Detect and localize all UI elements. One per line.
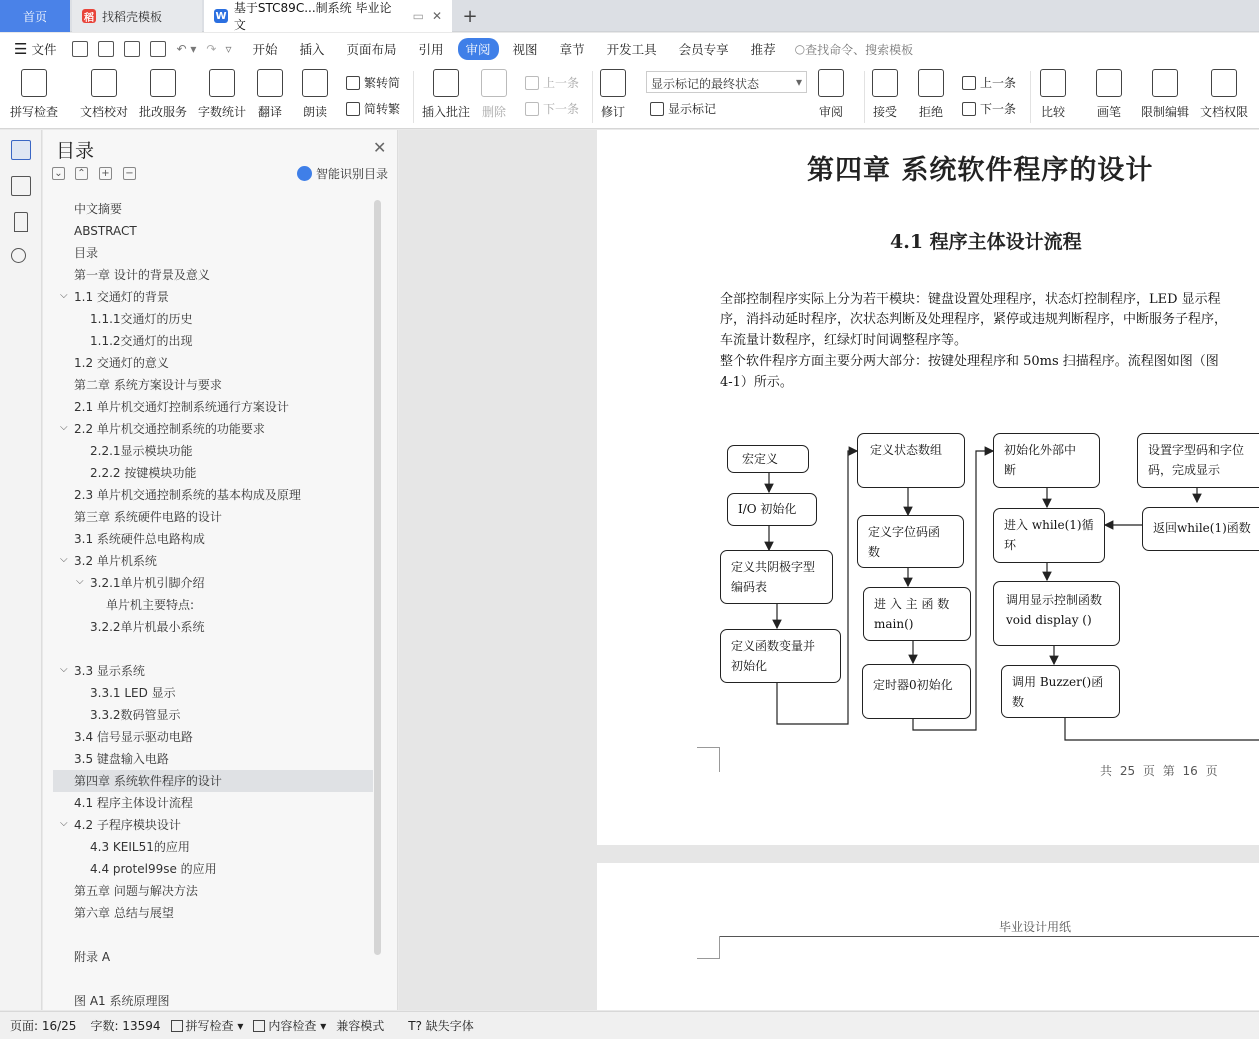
tab-close-icon[interactable]: ✕ bbox=[431, 9, 442, 23]
accept-button[interactable] bbox=[872, 69, 898, 120]
chapter-nav-icon[interactable] bbox=[11, 176, 31, 196]
hamburger-icon[interactable]: ☰ bbox=[14, 40, 28, 58]
flow-box-text: 定义状态数组 bbox=[870, 443, 943, 457]
spell-check-status[interactable]: 拼写检查 ▾ bbox=[171, 1017, 244, 1034]
toc-item[interactable]: 3.2.1单片机引脚介绍 bbox=[90, 576, 205, 590]
tab-document-label: 基于STC89C...制系统 毕业论文 bbox=[233, 1, 392, 32]
accept-label: 接受 bbox=[872, 105, 897, 119]
compare-button[interactable] bbox=[1040, 69, 1066, 120]
menu-review[interactable]: 审阅 bbox=[458, 38, 499, 60]
nav-strip bbox=[0, 130, 42, 1010]
undo-icon[interactable]: ↶ ▾ bbox=[176, 42, 197, 56]
flow-box-text: 初始化 bbox=[731, 659, 768, 673]
prev-change-button[interactable] bbox=[962, 74, 1016, 91]
read-aloud-icon bbox=[302, 69, 328, 97]
flow-box-text: 定义字位码函 bbox=[868, 525, 941, 539]
toc-item[interactable]: 1.2 交通灯的意义 bbox=[74, 356, 169, 370]
toc-item[interactable]: 1.1.1交通灯的历史 bbox=[90, 312, 193, 326]
smart-toc-label: 智能识别目录 bbox=[316, 167, 389, 181]
spell-check-button[interactable] bbox=[10, 69, 58, 120]
flow-box bbox=[993, 581, 1120, 646]
reject-label: 拒绝 bbox=[918, 105, 943, 119]
flow-box-text: 断 bbox=[1004, 463, 1017, 477]
menu-member[interactable]: 会员专享 bbox=[678, 42, 729, 57]
read-aloud-label: 朗读 bbox=[302, 105, 327, 119]
prev-change-label: 上一条 bbox=[980, 76, 1017, 90]
search-icon[interactable]: ○ bbox=[794, 42, 806, 56]
flow-box bbox=[727, 493, 817, 526]
next-change-button[interactable] bbox=[962, 100, 1016, 117]
show-markup-icon bbox=[650, 102, 664, 116]
spell-check-status-label: 拼写检查 bbox=[185, 1019, 234, 1033]
tab-document[interactable] bbox=[204, 0, 452, 32]
toc-title: 目录 bbox=[56, 140, 95, 162]
content-check-icon bbox=[253, 1020, 265, 1032]
toc-item[interactable]: 1.1 交通灯的背景 bbox=[74, 290, 169, 304]
menu-insert[interactable]: 插入 bbox=[299, 42, 325, 57]
flow-box bbox=[863, 587, 971, 641]
toc-item[interactable]: 目录 bbox=[74, 246, 99, 260]
flow-box bbox=[862, 664, 971, 719]
menu-chapter[interactable]: 章节 bbox=[559, 42, 585, 57]
spell-check-icon bbox=[171, 1020, 183, 1032]
menu-file[interactable]: 文件 bbox=[31, 42, 57, 57]
proof-button[interactable] bbox=[80, 69, 128, 120]
flow-box-text: 码，完成显示 bbox=[1148, 463, 1221, 477]
tab-home[interactable] bbox=[0, 0, 70, 32]
s2t-icon bbox=[346, 102, 360, 116]
toc-item[interactable]: 4.1 程序主体设计流程 bbox=[74, 796, 193, 810]
toc-item[interactable]: 第五章 问题与解决方法 bbox=[74, 884, 198, 898]
revise-icon bbox=[600, 69, 626, 97]
flow-box-text: 初始化外部中 bbox=[1004, 443, 1077, 457]
toc-item[interactable]: 第四章 系统软件程序的设计 bbox=[53, 770, 373, 792]
markup-select-value: 显示标记的最终状态 bbox=[651, 77, 760, 91]
next-change-label: 下一条 bbox=[980, 102, 1017, 116]
t2s-label: 繁转简 bbox=[364, 76, 401, 90]
flow-box-text: 编码表 bbox=[731, 580, 768, 594]
flow-box-text: 进入 while(1)循 bbox=[1004, 518, 1094, 532]
toc-item[interactable]: 单片机主要特点: bbox=[106, 598, 195, 612]
word-count-indicator[interactable]: 字数: 13594 bbox=[90, 1019, 161, 1033]
status-bar bbox=[0, 1011, 1259, 1039]
crop-mark bbox=[697, 936, 720, 959]
flow-box-text: 数 bbox=[868, 545, 881, 559]
chevron-down-icon[interactable]: ⌵ bbox=[60, 664, 68, 675]
print-icon[interactable] bbox=[124, 41, 140, 57]
permission-icon bbox=[1211, 69, 1237, 97]
reject-button[interactable] bbox=[918, 69, 944, 120]
next-comment-label: 下一条 bbox=[543, 102, 580, 116]
command-search[interactable]: 查找命令、搜索模板 bbox=[805, 42, 914, 57]
flow-box bbox=[1142, 507, 1259, 551]
flow-box-text: 定义共阴极字型 bbox=[731, 560, 816, 574]
toc-item[interactable]: 4.3 KEIL51的应用 bbox=[90, 840, 190, 854]
toc-item[interactable]: 3.5 键盘输入电路 bbox=[74, 752, 169, 766]
spell-check-icon bbox=[21, 69, 47, 97]
toc-item[interactable]: 3.1 系统硬件总电路构成 bbox=[74, 532, 205, 546]
toc-item[interactable]: 4.2 子程序模块设计 bbox=[74, 818, 181, 832]
revise-button[interactable] bbox=[600, 69, 626, 120]
flow-box-text: 调用 Buzzer()函 bbox=[1012, 675, 1104, 689]
menu-recommend[interactable]: 推荐 bbox=[750, 42, 776, 57]
word-count-icon bbox=[209, 69, 235, 97]
show-markup-button[interactable] bbox=[650, 100, 716, 117]
toc-item[interactable]: 第一章 设计的背景及意义 bbox=[74, 268, 210, 282]
tab-home-label: 首页 bbox=[22, 9, 47, 24]
toc-item[interactable]: 3.4 信号显示驱动电路 bbox=[74, 730, 193, 744]
doc-permission-button[interactable] bbox=[1200, 69, 1248, 120]
revise-label: 修订 bbox=[600, 105, 625, 119]
paragraph-line: 序，消抖动延时程序，次状态判断及处理程序，紧停或违规判断程序，中断服务子程序， bbox=[720, 312, 1228, 327]
flow-box-text: main() bbox=[874, 617, 914, 631]
missing-font-label: 缺失字体 bbox=[425, 1019, 474, 1033]
toc-item[interactable]: 3.3.2数码管显示 bbox=[90, 708, 181, 722]
toc-item[interactable]: 2.2.1显示模块功能 bbox=[90, 444, 193, 458]
show-markup-label: 显示标记 bbox=[668, 102, 717, 116]
t2s-icon bbox=[346, 76, 360, 90]
flow-box-text: 环 bbox=[1004, 538, 1017, 552]
proof-icon bbox=[91, 69, 117, 97]
chevron-down-icon[interactable]: ⌵ bbox=[60, 290, 68, 301]
flow-box bbox=[727, 445, 809, 473]
docer-icon: 稻 bbox=[82, 9, 96, 23]
prev-comment-icon bbox=[525, 76, 539, 90]
chevron-down-icon[interactable]: ⌵ bbox=[60, 422, 68, 433]
markup-select[interactable] bbox=[646, 71, 807, 93]
lock-icon bbox=[1152, 69, 1178, 97]
paragraph-line: 整个软件程序方面主要分两大部分：按键处理程序和 50ms 扫描程序。流程图如图（图 bbox=[720, 354, 1219, 369]
flow-box-text: 返回while(1)函数 bbox=[1153, 521, 1251, 535]
flow-box bbox=[993, 433, 1100, 488]
page[interactable] bbox=[597, 130, 1259, 845]
toc-item[interactable]: 第二章 系统方案设计与要求 bbox=[74, 378, 222, 392]
batch-label: 批改服务 bbox=[139, 105, 188, 119]
insert-comment-button[interactable] bbox=[422, 69, 470, 120]
menu-devtools[interactable]: 开发工具 bbox=[606, 42, 657, 57]
toc-item[interactable]: 2.1 单片机交通灯控制系统通行方案设计 bbox=[74, 400, 289, 414]
toc-panel bbox=[43, 130, 398, 1010]
section-heading: 4.1 程序主体设计流程 bbox=[890, 231, 1082, 253]
reject-icon bbox=[918, 69, 944, 97]
s2t-label: 简转繁 bbox=[364, 102, 401, 116]
writer-icon: W bbox=[215, 10, 227, 22]
flow-box-text: 定时器0初始化 bbox=[873, 678, 953, 692]
crop-mark bbox=[697, 747, 720, 772]
search-icon[interactable] bbox=[11, 248, 26, 263]
toc-item[interactable]: 第六章 总结与展望 bbox=[74, 906, 174, 920]
flow-box bbox=[720, 550, 833, 604]
toc-icon[interactable] bbox=[11, 140, 31, 160]
print-preview-icon[interactable] bbox=[150, 41, 166, 57]
toc-item[interactable]: 中文摘要 bbox=[74, 202, 123, 216]
menu-bar bbox=[0, 33, 1259, 65]
missing-font-icon: T? bbox=[408, 1018, 422, 1033]
flow-box-text: 定义函数变量并 bbox=[731, 639, 816, 653]
content-check-status[interactable]: 内容检查 ▾ bbox=[253, 1017, 326, 1034]
toc-item[interactable]: 2.2 单片机交通控制系统的功能要求 bbox=[74, 422, 265, 436]
ribbon-review bbox=[0, 65, 1259, 129]
flow-box bbox=[857, 515, 964, 568]
pen-label: 画笔 bbox=[1096, 105, 1121, 119]
delete-comment-button[interactable] bbox=[481, 69, 507, 120]
flow-box-text: 设置字型码和字位 bbox=[1148, 443, 1245, 457]
new-tab-label: + bbox=[462, 5, 478, 27]
save-icon[interactable] bbox=[72, 41, 88, 57]
proof-label: 文档校对 bbox=[80, 105, 129, 119]
toc-item[interactable]: ABSTRACT bbox=[74, 224, 137, 238]
batch-icon bbox=[150, 69, 176, 97]
prev-change-icon bbox=[962, 76, 976, 90]
tab-template-label: 找稻壳模板 bbox=[102, 9, 163, 24]
tab-screen-icon[interactable]: ▭ bbox=[412, 9, 424, 23]
word-count-button[interactable] bbox=[198, 69, 246, 120]
delete-comment-label: 删除 bbox=[481, 105, 506, 119]
tab-bar bbox=[0, 0, 1259, 32]
spell-check-label: 拼写检查 bbox=[10, 105, 59, 119]
menu-view[interactable]: 视图 bbox=[512, 42, 538, 57]
compat-mode[interactable]: 兼容模式 bbox=[336, 1019, 385, 1033]
close-icon[interactable]: ✕ bbox=[373, 138, 387, 157]
toc-item[interactable]: 3.3 显示系统 bbox=[74, 664, 145, 678]
review-pane-label: 审阅 bbox=[818, 105, 843, 119]
toc-item[interactable]: 第三章 系统硬件电路的设计 bbox=[74, 510, 222, 524]
word-count-label: 字数统计 bbox=[198, 105, 247, 119]
quick-access-more-icon[interactable]: ▿ bbox=[225, 42, 232, 56]
review-pane-button[interactable] bbox=[818, 69, 844, 120]
remove-icon[interactable]: − bbox=[123, 167, 136, 180]
chevron-down-icon[interactable]: ⌵ bbox=[60, 818, 68, 829]
flow-box-text: 数 bbox=[1012, 695, 1025, 709]
content-check-label: 内容检查 bbox=[268, 1019, 317, 1033]
restrict-edit-button[interactable] bbox=[1141, 69, 1189, 120]
flow-box-text: 调用显示控制函数 bbox=[1006, 593, 1103, 607]
next-comment-button[interactable] bbox=[525, 100, 579, 117]
batch-service-button[interactable] bbox=[139, 69, 187, 120]
flow-box bbox=[720, 629, 841, 683]
pen-button[interactable] bbox=[1096, 69, 1122, 120]
chevron-down-icon: ▾ bbox=[795, 75, 802, 89]
translate-icon bbox=[257, 69, 283, 97]
menu-layout[interactable]: 页面布局 bbox=[346, 42, 397, 57]
new-tab-button[interactable] bbox=[456, 0, 484, 32]
read-aloud-button[interactable] bbox=[302, 69, 328, 120]
chapter-heading: 第四章 系统软件程序的设计 bbox=[807, 155, 1154, 186]
add-icon[interactable]: + bbox=[99, 167, 112, 180]
collapse-icon[interactable]: ⌃ bbox=[75, 167, 88, 180]
page-indicator[interactable]: 页面: 16/25 bbox=[10, 1019, 77, 1033]
flow-box bbox=[857, 433, 965, 488]
next-comment-icon bbox=[525, 102, 539, 116]
flow-box bbox=[993, 508, 1105, 563]
review-pane-icon bbox=[818, 69, 844, 97]
toc-item[interactable]: 3.2 单片机系统 bbox=[74, 554, 157, 568]
flow-box bbox=[1001, 665, 1120, 718]
smart-icon bbox=[297, 166, 312, 181]
paragraph-line: 车流量计数程序，红绿灯时间调整程序等。 bbox=[720, 333, 968, 348]
doc-permission-label: 文档权限 bbox=[1200, 105, 1249, 119]
toc-item[interactable]: 4.4 protel99se 的应用 bbox=[90, 862, 217, 876]
prev-comment-label: 上一条 bbox=[543, 76, 580, 90]
menu-start[interactable]: 开始 bbox=[252, 42, 278, 57]
export-pdf-icon[interactable] bbox=[98, 41, 114, 57]
flow-box bbox=[1137, 433, 1259, 488]
toc-item[interactable]: 2.2.2 按键模块功能 bbox=[90, 466, 197, 480]
page-header: 毕业设计用纸 bbox=[999, 920, 1072, 934]
comment-icon bbox=[433, 69, 459, 97]
pen-icon bbox=[1096, 69, 1122, 97]
header-rule bbox=[720, 936, 1259, 937]
paragraph-line: 4-1）所示。 bbox=[720, 375, 793, 390]
flow-box-text: 进 入 主 函 数 bbox=[874, 597, 950, 611]
toc-scrollbar[interactable] bbox=[374, 200, 381, 955]
bookmark-icon[interactable] bbox=[14, 212, 28, 232]
flow-box-text: I/O 初始化 bbox=[738, 502, 797, 516]
compare-label: 比较 bbox=[1040, 105, 1065, 119]
translate-button[interactable] bbox=[257, 69, 283, 120]
toc-item[interactable]: 3.2.2单片机最小系统 bbox=[90, 620, 205, 634]
toc-item[interactable]: 图 A1 系统原理图 bbox=[74, 994, 170, 1008]
smart-toc-button[interactable] bbox=[297, 165, 388, 182]
s2t-button[interactable] bbox=[346, 100, 400, 117]
paragraph-line: 全部控制程序实际上分为若干模块：键盘设置处理程序，状态灯控制程序，LED 显示程 bbox=[720, 292, 1221, 307]
expand-icon[interactable]: ⌄ bbox=[52, 167, 65, 180]
document-area[interactable] bbox=[399, 130, 1259, 1010]
prev-comment-button[interactable] bbox=[525, 74, 579, 91]
toc-item[interactable]: 2.3 单片机交通控制系统的基本构成及原理 bbox=[74, 488, 301, 502]
restrict-edit-label: 限制编辑 bbox=[1141, 105, 1190, 119]
next-change-icon bbox=[962, 102, 976, 116]
flow-box-text: 宏定义 bbox=[742, 452, 779, 466]
delete-comment-icon bbox=[481, 69, 507, 97]
toc-item[interactable]: 3.3.1 LED 显示 bbox=[90, 686, 176, 700]
t2s-button[interactable] bbox=[346, 74, 400, 91]
redo-icon[interactable]: ↷ bbox=[206, 42, 217, 56]
tab-template[interactable] bbox=[72, 0, 202, 32]
toc-item[interactable]: 附录 A bbox=[74, 950, 111, 964]
translate-label: 翻译 bbox=[257, 105, 282, 119]
menu-references[interactable]: 引用 bbox=[418, 42, 444, 57]
chevron-down-icon[interactable]: ⌵ bbox=[60, 554, 68, 565]
accept-icon bbox=[872, 69, 898, 97]
page[interactable] bbox=[597, 863, 1259, 1010]
chevron-down-icon[interactable]: ⌵ bbox=[76, 576, 84, 587]
missing-font-status[interactable] bbox=[408, 1017, 474, 1034]
insert-comment-label: 插入批注 bbox=[422, 105, 471, 119]
flow-box-text: void display () bbox=[1006, 613, 1092, 627]
compare-icon bbox=[1040, 69, 1066, 97]
toc-item[interactable]: 1.1.2交通灯的出现 bbox=[90, 334, 193, 348]
page-footer: 共 25 页 第 16 页 bbox=[1100, 764, 1218, 778]
